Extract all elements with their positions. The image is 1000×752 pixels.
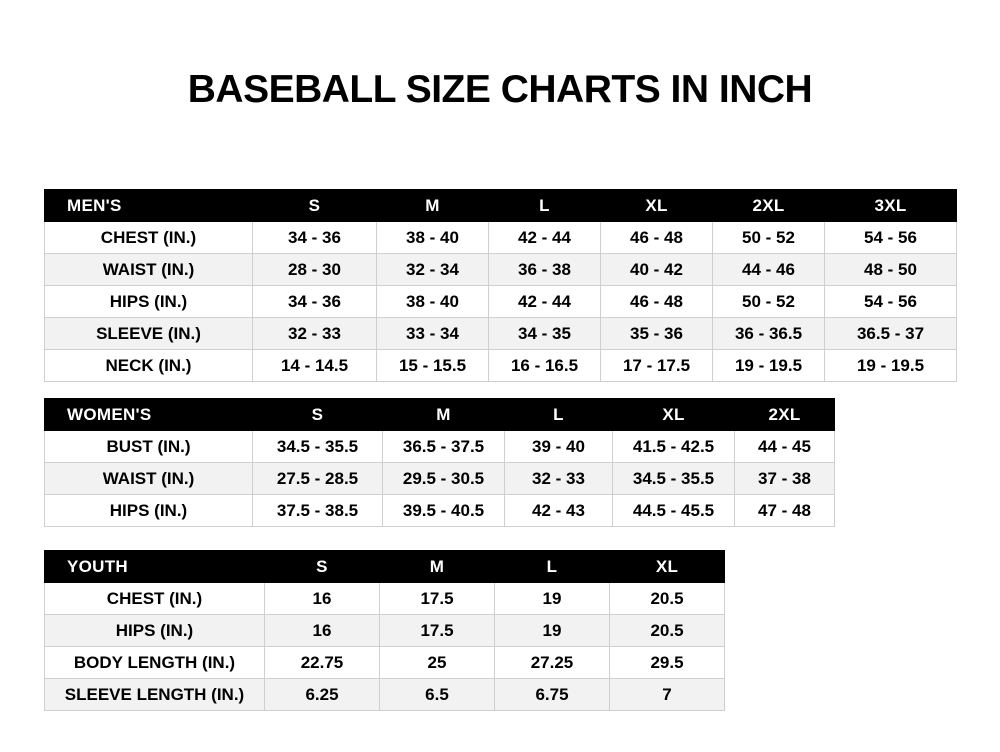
cell: 35 - 36 bbox=[601, 318, 713, 350]
cell: 34.5 - 35.5 bbox=[253, 431, 383, 463]
cell: 42 - 44 bbox=[489, 222, 601, 254]
youth-category-label: YOUTH bbox=[45, 551, 265, 583]
cell: 17.5 bbox=[380, 583, 495, 615]
cell: 39 - 40 bbox=[505, 431, 613, 463]
cell: 50 - 52 bbox=[713, 286, 825, 318]
cell: 20.5 bbox=[610, 615, 725, 647]
table-header-row bbox=[45, 551, 725, 583]
cell: 50 - 52 bbox=[713, 222, 825, 254]
row-label: SLEEVE LENGTH (IN.) bbox=[45, 679, 265, 711]
cell: 6.25 bbox=[265, 679, 380, 711]
cell: 16 bbox=[265, 615, 380, 647]
cell: 17.5 bbox=[380, 615, 495, 647]
youth-column-header-s: S bbox=[265, 551, 380, 583]
cell: 32 - 33 bbox=[253, 318, 377, 350]
womens-column-header-xl: XL bbox=[613, 399, 735, 431]
cell: 37 - 38 bbox=[735, 463, 835, 495]
row-label: WAIST (IN.) bbox=[45, 463, 253, 495]
table-header-row bbox=[45, 190, 957, 222]
cell: 36.5 - 37.5 bbox=[383, 431, 505, 463]
cell: 32 - 34 bbox=[377, 254, 489, 286]
cell: 19 - 19.5 bbox=[713, 350, 825, 382]
table-row bbox=[45, 318, 957, 350]
womens-column-header-m: M bbox=[383, 399, 505, 431]
table-row bbox=[45, 350, 957, 382]
mens-column-header-l: L bbox=[489, 190, 601, 222]
cell: 16 bbox=[265, 583, 380, 615]
cell: 46 - 48 bbox=[601, 286, 713, 318]
cell: 40 - 42 bbox=[601, 254, 713, 286]
womens-size-table bbox=[44, 398, 835, 527]
cell: 28 - 30 bbox=[253, 254, 377, 286]
cell: 47 - 48 bbox=[735, 495, 835, 527]
cell: 17 - 17.5 bbox=[601, 350, 713, 382]
cell: 14 - 14.5 bbox=[253, 350, 377, 382]
cell: 19 bbox=[495, 583, 610, 615]
mens-size-table bbox=[44, 189, 957, 382]
cell: 54 - 56 bbox=[825, 222, 957, 254]
cell: 34 - 36 bbox=[253, 222, 377, 254]
table-row bbox=[45, 583, 725, 615]
cell: 27.25 bbox=[495, 647, 610, 679]
cell: 38 - 40 bbox=[377, 222, 489, 254]
row-label: BODY LENGTH (IN.) bbox=[45, 647, 265, 679]
table-header-row bbox=[45, 399, 835, 431]
cell: 22.75 bbox=[265, 647, 380, 679]
row-label: WAIST (IN.) bbox=[45, 254, 253, 286]
cell: 37.5 - 38.5 bbox=[253, 495, 383, 527]
mens-column-header-s: S bbox=[253, 190, 377, 222]
table-row bbox=[45, 463, 835, 495]
table-row bbox=[45, 254, 957, 286]
womens-column-header-2xl: 2XL bbox=[735, 399, 835, 431]
cell: 6.75 bbox=[495, 679, 610, 711]
cell: 38 - 40 bbox=[377, 286, 489, 318]
table-row bbox=[45, 431, 835, 463]
womens-column-header-s: S bbox=[253, 399, 383, 431]
cell: 48 - 50 bbox=[825, 254, 957, 286]
cell: 42 - 44 bbox=[489, 286, 601, 318]
cell: 29.5 bbox=[610, 647, 725, 679]
cell: 6.5 bbox=[380, 679, 495, 711]
cell: 36 - 36.5 bbox=[713, 318, 825, 350]
table-row bbox=[45, 286, 957, 318]
mens-column-header-xl: XL bbox=[601, 190, 713, 222]
cell: 44 - 46 bbox=[713, 254, 825, 286]
youth-size-table bbox=[44, 550, 725, 711]
cell: 7 bbox=[610, 679, 725, 711]
cell: 32 - 33 bbox=[505, 463, 613, 495]
cell: 36 - 38 bbox=[489, 254, 601, 286]
row-label: HIPS (IN.) bbox=[45, 615, 265, 647]
cell: 33 - 34 bbox=[377, 318, 489, 350]
page-title: BASEBALL SIZE CHARTS IN INCH bbox=[187, 68, 813, 111]
table-row bbox=[45, 615, 725, 647]
row-label: SLEEVE (IN.) bbox=[45, 318, 253, 350]
womens-column-header-l: L bbox=[505, 399, 613, 431]
mens-category-label: MEN'S bbox=[45, 190, 253, 222]
cell: 15 - 15.5 bbox=[377, 350, 489, 382]
cell: 44.5 - 45.5 bbox=[613, 495, 735, 527]
cell: 19 - 19.5 bbox=[825, 350, 957, 382]
table-row bbox=[45, 679, 725, 711]
cell: 25 bbox=[380, 647, 495, 679]
cell: 16 - 16.5 bbox=[489, 350, 601, 382]
cell: 39.5 - 40.5 bbox=[383, 495, 505, 527]
cell: 36.5 - 37 bbox=[825, 318, 957, 350]
cell: 34 - 35 bbox=[489, 318, 601, 350]
mens-column-header-2xl: 2XL bbox=[713, 190, 825, 222]
row-label: BUST (IN.) bbox=[45, 431, 253, 463]
cell: 34.5 - 35.5 bbox=[613, 463, 735, 495]
youth-column-header-l: L bbox=[495, 551, 610, 583]
mens-column-header-m: M bbox=[377, 190, 489, 222]
row-label: HIPS (IN.) bbox=[45, 286, 253, 318]
cell: 46 - 48 bbox=[601, 222, 713, 254]
youth-column-header-m: M bbox=[380, 551, 495, 583]
table-row bbox=[45, 647, 725, 679]
youth-column-header-xl: XL bbox=[610, 551, 725, 583]
row-label: HIPS (IN.) bbox=[45, 495, 253, 527]
row-label: CHEST (IN.) bbox=[45, 583, 265, 615]
cell: 29.5 - 30.5 bbox=[383, 463, 505, 495]
womens-category-label: WOMEN'S bbox=[45, 399, 253, 431]
table-row bbox=[45, 495, 835, 527]
cell: 42 - 43 bbox=[505, 495, 613, 527]
mens-column-header-3xl: 3XL bbox=[825, 190, 957, 222]
cell: 34 - 36 bbox=[253, 286, 377, 318]
cell: 19 bbox=[495, 615, 610, 647]
table-row bbox=[45, 222, 957, 254]
cell: 27.5 - 28.5 bbox=[253, 463, 383, 495]
cell: 20.5 bbox=[610, 583, 725, 615]
row-label: CHEST (IN.) bbox=[45, 222, 253, 254]
cell: 54 - 56 bbox=[825, 286, 957, 318]
cell: 44 - 45 bbox=[735, 431, 835, 463]
cell: 41.5 - 42.5 bbox=[613, 431, 735, 463]
row-label: NECK (IN.) bbox=[45, 350, 253, 382]
